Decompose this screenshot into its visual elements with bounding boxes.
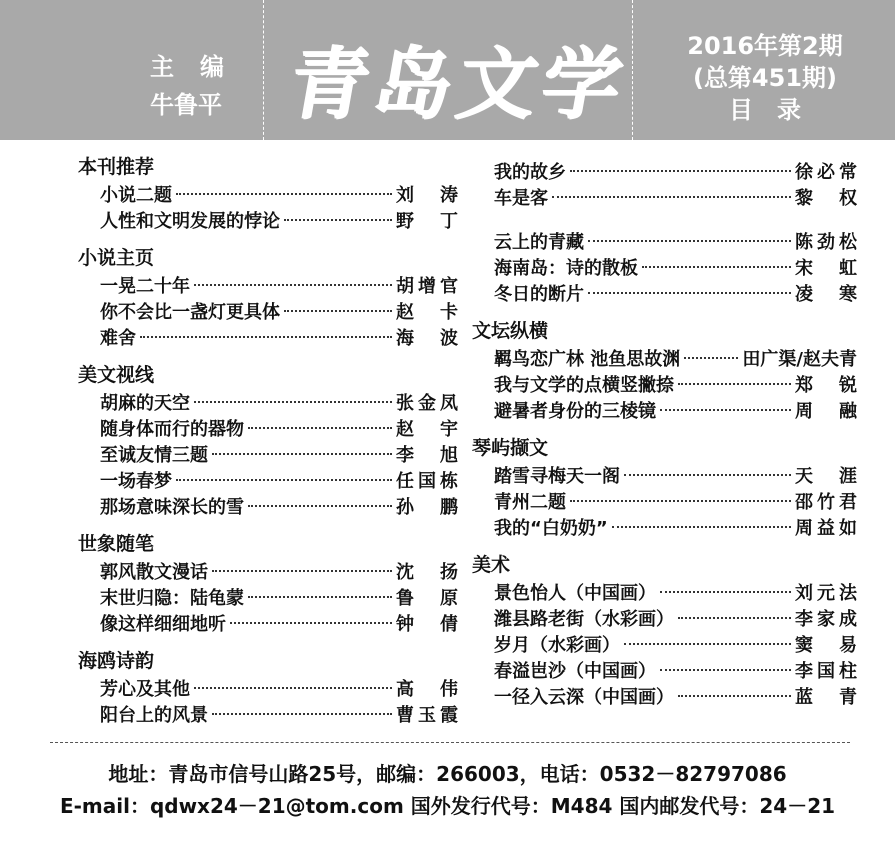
dot-leader — [248, 596, 392, 598]
toc-entry-author: 张金凤 — [396, 393, 458, 414]
dot-leader — [176, 193, 392, 195]
toc-entry-title: 末世归隐：陆龟蒙 — [100, 588, 244, 609]
masthead — [0, 0, 895, 140]
toc-entry-title: 你不会比一盏灯更具体 — [100, 302, 280, 323]
toc-entry-author: 鲁原 — [396, 588, 458, 609]
toc-entry-title: 车是客 — [494, 188, 548, 209]
toc-entry — [78, 300, 458, 326]
masthead-divider-left — [263, 0, 264, 140]
toc-entry-title: 像这样细细地听 — [100, 614, 226, 635]
toc-entry-author: 任国栋 — [396, 471, 458, 492]
toc-entry-title: 胡麻的天空 — [100, 393, 190, 414]
dot-leader — [176, 479, 392, 481]
toc-entry — [78, 612, 458, 638]
toc-entry-author: 周益如 — [795, 518, 857, 539]
toc-entry-author: 蓝青 — [795, 687, 857, 708]
toc-entry-author: 田广渠/赵夫青 — [742, 349, 857, 370]
toc-entry-title: 冬日的断片 — [494, 284, 584, 305]
dot-leader — [588, 240, 791, 242]
toc-entry-title: 至诚友情三题 — [100, 445, 208, 466]
spacer — [472, 212, 857, 230]
toc-entry-author: 沈扬 — [396, 562, 458, 583]
toc-entry-title: 云上的青藏 — [494, 232, 584, 253]
dot-leader — [660, 669, 791, 671]
toc-entry — [472, 230, 857, 256]
toc-entry — [78, 183, 458, 209]
toc-entry-author: 宋虹 — [795, 258, 857, 279]
toc-entry-title: 那场意味深长的雪 — [100, 497, 244, 518]
section-heading: 世象随笔 — [78, 533, 155, 555]
dot-leader — [642, 266, 791, 268]
toc-entry-title: 我的故乡 — [494, 162, 566, 183]
dot-leader — [284, 219, 392, 221]
toc-entry-title: 潍县路老街（水彩画） — [494, 609, 674, 630]
toc-entry-author: 郑锐 — [795, 375, 857, 396]
toc-entry — [472, 516, 857, 542]
dot-leader — [212, 713, 392, 715]
dot-leader — [194, 687, 392, 689]
dot-leader — [552, 196, 791, 198]
dot-leader — [624, 643, 791, 645]
toc-entry-title: 小说二题 — [100, 185, 172, 206]
toc-entry-author: 孙鹏 — [396, 497, 458, 518]
toc-entry-author: 天涯 — [795, 466, 857, 487]
toc-entry — [78, 677, 458, 703]
toc-entry-title: 阳台上的风景 — [100, 705, 208, 726]
toc-entry-author: 凌寒 — [795, 284, 857, 305]
contact-line: E-mail：qdwx24－21@tom.com 国外发行代号：M484 国内邮发代号：24－21 — [59, 794, 836, 818]
toc-entry — [472, 282, 857, 308]
contents-left-column — [78, 152, 458, 729]
editor-role: 主编 — [150, 53, 250, 81]
toc-entry — [472, 373, 857, 399]
spacer — [472, 542, 857, 550]
toc-entry — [472, 186, 857, 212]
dot-leader — [570, 500, 791, 502]
spacer — [78, 521, 458, 529]
spacer — [78, 638, 458, 646]
toc-entry-title: 一场春梦 — [100, 471, 172, 492]
editor-name: 牛鲁平 — [150, 91, 222, 119]
spacer — [472, 425, 857, 433]
issue-block — [640, 30, 890, 126]
section-heading: 文坛纵横 — [472, 320, 549, 342]
toc-entry — [78, 703, 458, 729]
dot-leader — [588, 292, 791, 294]
toc-entry-author: 胡增官 — [396, 276, 458, 297]
dot-leader — [212, 453, 392, 455]
dot-leader — [194, 401, 392, 403]
toc-entry-title: 踏雪寻梅天一阁 — [494, 466, 620, 487]
toc-entry — [472, 256, 857, 282]
toc-entry-title: 随身体而行的器物 — [100, 419, 244, 440]
toc-entry-title: 海南岛：诗的散板 — [494, 258, 638, 279]
toc-entry-author: 赵卡 — [396, 302, 458, 323]
toc-entry-title: 青州二题 — [494, 492, 566, 513]
section-heading: 美术 — [472, 554, 511, 576]
dot-leader — [678, 383, 791, 385]
toc-entry-author: 徐必常 — [795, 162, 857, 183]
section-heading: 本刊推荐 — [78, 156, 155, 178]
toc-entry-author: 邵竹君 — [795, 492, 857, 513]
toc-entry — [472, 685, 857, 711]
toc-entry — [472, 347, 857, 373]
contents-label: 目录 — [729, 96, 825, 124]
toc-entry-title: 岁月（水彩画） — [494, 635, 620, 656]
toc-entry-author: 刘元法 — [795, 583, 857, 604]
address-line: 地址：青岛市信号山路25号，邮编：266003，电话：0532－82797086 — [108, 762, 787, 786]
dot-leader — [248, 427, 392, 429]
toc-entry-author: 周融 — [795, 401, 857, 422]
toc-entry — [78, 443, 458, 469]
toc-entry — [78, 274, 458, 300]
toc-entry-author: 高伟 — [396, 679, 458, 700]
section-heading: 海鸥诗韵 — [78, 650, 155, 672]
toc-entry — [78, 417, 458, 443]
toc-entry-title: 我的“白奶奶” — [494, 518, 608, 539]
dot-leader — [660, 591, 791, 593]
section-heading: 小说主页 — [78, 247, 155, 269]
toc-entry-author: 李旭 — [396, 445, 458, 466]
dot-leader — [212, 570, 392, 572]
toc-entry-title: 春溢岜沙（中国画） — [494, 661, 656, 682]
toc-entry — [472, 399, 857, 425]
toc-entry-title: 人性和文明发展的悖论 — [100, 211, 280, 232]
toc-entry — [78, 209, 458, 235]
magazine-title-logo: 青岛文学 — [282, 39, 635, 130]
footer-divider — [50, 742, 850, 743]
toc-entry-title: 避暑者身份的三棱镜 — [494, 401, 656, 422]
toc-entry-author: 刘涛 — [396, 185, 458, 206]
toc-entry-title: 羁鸟恋广林 池鱼思故渊 — [494, 349, 681, 370]
toc-entry-title: 景色怡人（中国画） — [494, 583, 656, 604]
dot-leader — [248, 505, 392, 507]
toc-entry-title: 一晃二十年 — [100, 276, 190, 297]
toc-entry-title: 一径入云深（中国画） — [494, 687, 674, 708]
toc-entry-title: 郭风散文漫话 — [100, 562, 208, 583]
toc-entry — [472, 490, 857, 516]
toc-entry — [78, 586, 458, 612]
dot-leader — [284, 310, 392, 312]
toc-entry-title: 芳心及其他 — [100, 679, 190, 700]
editor-block — [150, 48, 250, 124]
toc-entry — [472, 581, 857, 607]
section-heading: 美文视线 — [78, 364, 155, 386]
section-heading: 琴屿撷文 — [472, 437, 549, 459]
toc-entry-author: 钟倩 — [396, 614, 458, 635]
toc-entry — [78, 495, 458, 521]
toc-entry-title: 我与文学的点横竖撇捺 — [494, 375, 674, 396]
toc-entry — [472, 659, 857, 685]
spacer — [472, 152, 857, 160]
toc-entry-author: 陈劲松 — [795, 232, 857, 253]
dot-leader — [624, 474, 791, 476]
toc-entry-title: 难舍 — [100, 328, 136, 349]
dot-leader — [230, 622, 392, 624]
toc-entry-author: 李国柱 — [795, 661, 857, 682]
toc-entry — [472, 607, 857, 633]
toc-entry — [78, 469, 458, 495]
issue-line: 2016年第2期 — [687, 32, 843, 60]
toc-entry-author: 窦易 — [795, 635, 857, 656]
toc-entry-author: 野丁 — [396, 211, 458, 232]
toc-entry — [78, 326, 458, 352]
toc-entry — [78, 391, 458, 417]
toc-entry-author: 曹玉霞 — [396, 705, 458, 726]
dot-leader — [678, 695, 791, 697]
toc-entry-author: 海波 — [396, 328, 458, 349]
contents-right-column — [472, 152, 857, 711]
dot-leader — [684, 357, 738, 359]
masthead-divider-right — [632, 0, 633, 140]
dot-leader — [140, 336, 392, 338]
toc-entry — [472, 633, 857, 659]
toc-entry — [472, 160, 857, 186]
dot-leader — [660, 409, 791, 411]
dot-leader — [678, 617, 791, 619]
dot-leader — [570, 170, 791, 172]
spacer — [78, 352, 458, 360]
toc-entry — [472, 464, 857, 490]
dot-leader — [194, 284, 392, 286]
toc-entry — [78, 560, 458, 586]
spacer — [78, 235, 458, 243]
total-issue: (总第451期) — [692, 64, 838, 92]
toc-entry-author: 黎权 — [795, 188, 857, 209]
spacer — [472, 308, 857, 316]
toc-entry-author: 李家成 — [795, 609, 857, 630]
dot-leader — [612, 526, 791, 528]
toc-entry-author: 赵宇 — [396, 419, 458, 440]
